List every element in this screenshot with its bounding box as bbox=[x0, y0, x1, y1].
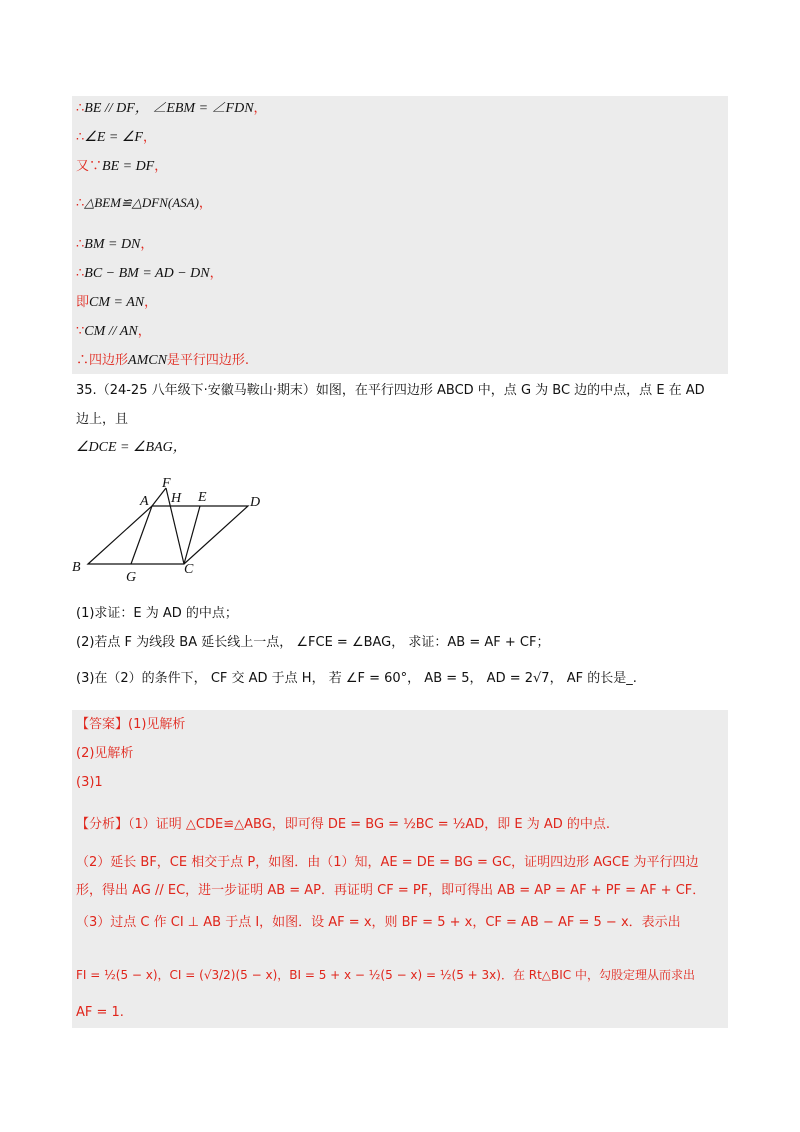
proof-line-7: 即CM = AN， bbox=[76, 295, 158, 310]
proof-line-8: ∵CM // AN， bbox=[76, 324, 151, 339]
label-c: C bbox=[184, 562, 194, 577]
segment-ag bbox=[131, 506, 152, 564]
label-g: G bbox=[126, 570, 137, 585]
question-line-2: 边上，且 bbox=[76, 412, 129, 427]
proof-line-3: 又∵BE = DF， bbox=[76, 159, 168, 174]
analysis-label: 【分析】 bbox=[76, 817, 129, 832]
proof-line-5: ∴BM = DN， bbox=[76, 237, 154, 252]
sub-question-3: (3)在（2）的条件下， CF 交 AD 于点 H， 若 ∠F = 60°， AB = 5， AD = 2√7， AF 的长是_. bbox=[76, 671, 637, 686]
proof-line-2: ∴∠E = ∠F， bbox=[76, 130, 156, 145]
parallelogram-figure bbox=[66, 474, 276, 586]
analysis-line-4: （3）过点 C 作 CI ⊥ AB 于点 I，如图．设 AF = x，则 BF = 5 + x，CF = AB − AF = 5 − x．表示出 bbox=[76, 915, 681, 930]
label-f: F bbox=[162, 476, 171, 491]
answer-line-2: (2)见解析 bbox=[76, 746, 134, 761]
sub-question-1: (1)求证：E 为 AD 的中点； bbox=[76, 606, 238, 621]
question-header bbox=[76, 382, 705, 400]
segment-ec bbox=[184, 506, 200, 564]
answer-label: 【答案】 bbox=[76, 717, 129, 732]
sub-question-2: (2)若点 F 为线段 BA 延长线上一点， ∠FCE = ∠BAG， 求证：AB = AF + CF； bbox=[76, 635, 550, 650]
proof-box bbox=[72, 96, 728, 374]
proof-line-6: ∴BC − BM = AD − DN， bbox=[76, 266, 223, 281]
label-h: H bbox=[171, 491, 182, 506]
analysis-line-3: 形，得出 AG // EC，进一步证明 AB = AP．再证明 CF = PF，即可得出 AB = AP = AF + PF = AF + CF． bbox=[76, 883, 706, 898]
question-line-3: ∠DCE = ∠BAG， bbox=[76, 440, 187, 455]
analysis-line-1: 【分析】（1）证明 △CDE≌△ABG，即可得 DE = BG = ½BC = ½AD，即 E 为 AD 的中点. bbox=[76, 817, 611, 832]
analysis-line-2: （2）延长 BF，CE 相交于点 P，如图．由（1）知，AE = DE = BG = GC，证明四边形 AGCE 为平行四边 bbox=[76, 855, 699, 870]
label-e: E bbox=[198, 490, 207, 505]
analysis-line-5: FI = ½(5 − x)，CI = (√3/2)(5 − x)，BI = 5 + x − ½(5 − x) = ½(5 + 3x)．在 Rt△BIC 中，勾股定理从而求出 bbox=[76, 968, 696, 982]
label-d: D bbox=[250, 495, 261, 510]
parallelogram-abcd bbox=[88, 506, 248, 564]
question-source: （24-25 八年级下·安徽马鞍山·期末） bbox=[96, 383, 316, 398]
proof-line-9: ∴四边形AMCN是平行四边形. bbox=[76, 353, 250, 368]
label-a: A bbox=[140, 494, 149, 509]
proof-line-1: ∴BE // DF， ∠EBM = ∠FDN， bbox=[76, 101, 267, 116]
answer-line-1: 【答案】(1)见解析 bbox=[76, 717, 186, 732]
analysis-line-6: AF = 1. bbox=[76, 1005, 124, 1020]
question-line-1: 如图，在平行四边形 ABCD 中，点 G 为 BC 边的中点，点 E 在 AD bbox=[315, 383, 705, 398]
question-number: 35. bbox=[76, 383, 97, 398]
answer-line-3: (3)1 bbox=[76, 775, 103, 790]
proof-line-4: ∴△BEM≌△DFN(ASA)， bbox=[76, 195, 212, 211]
label-b: B bbox=[72, 560, 81, 575]
